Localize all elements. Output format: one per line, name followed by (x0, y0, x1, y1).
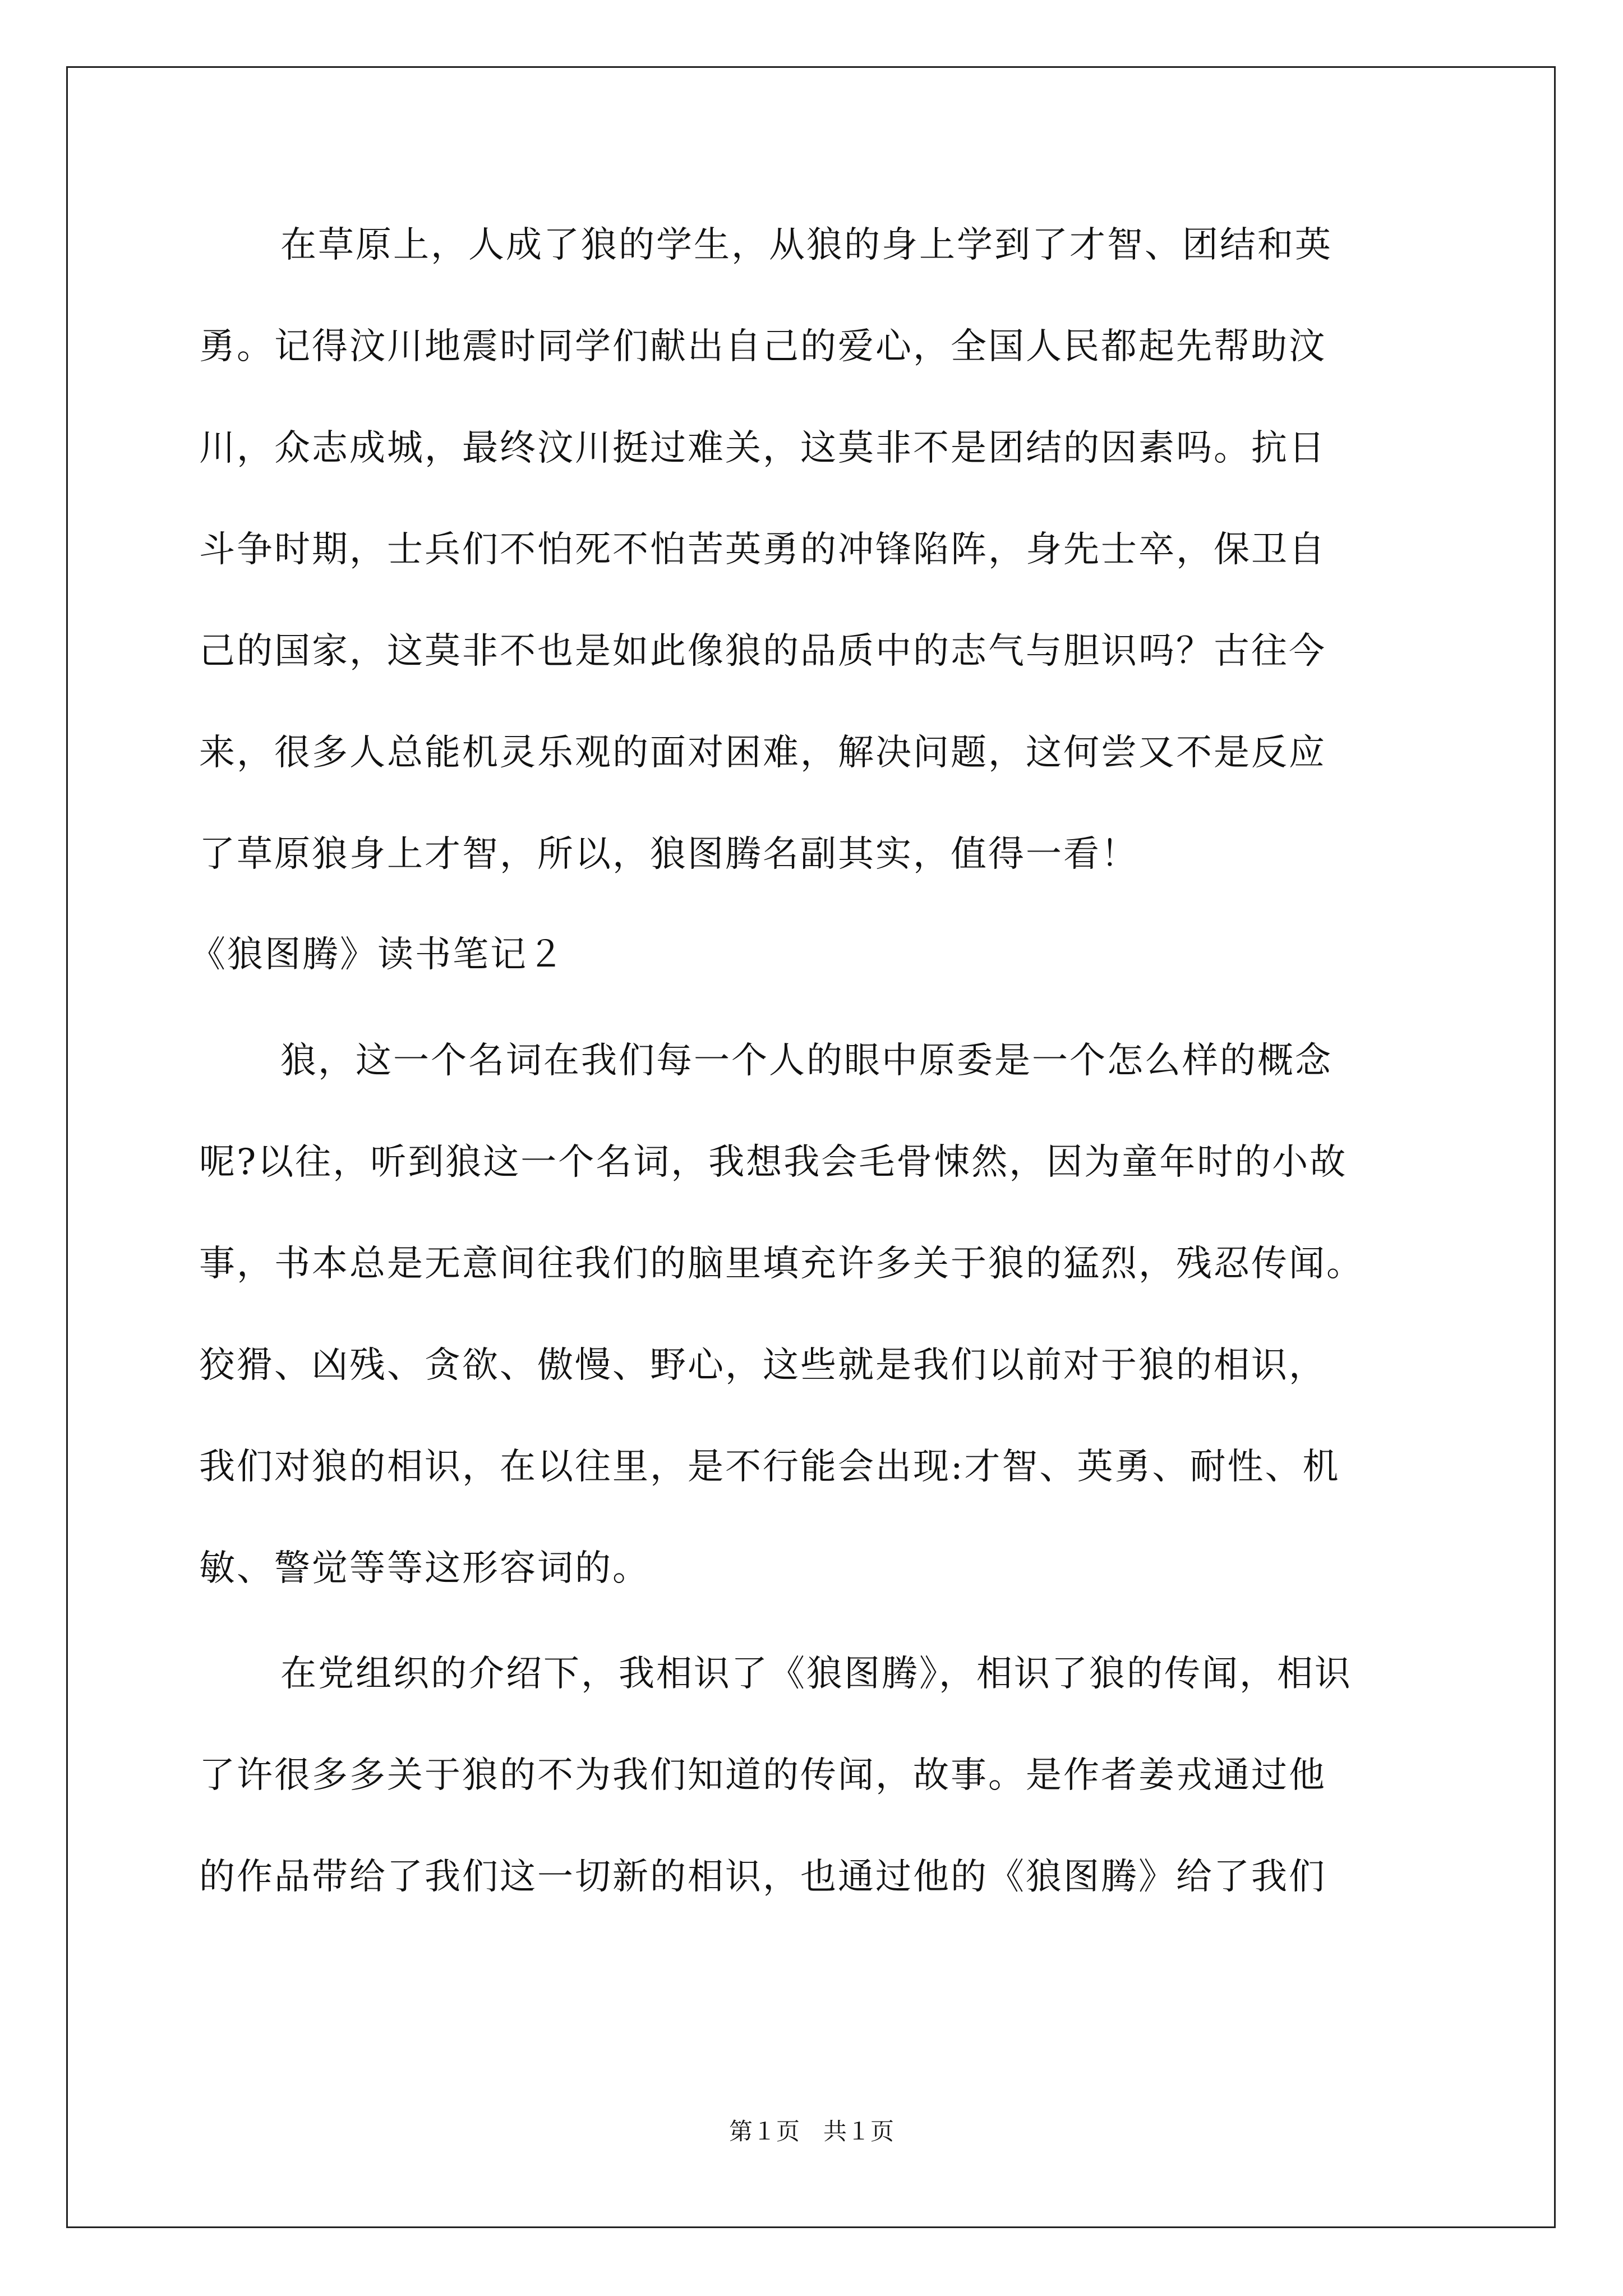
paragraph-line: 事，书本总是无意间往我们的脑里填充许多关于狼的猛烈，残忍传闻。 (199, 1243, 1364, 1285)
paragraph-line: 己的国家，这莫非不也是如此像狼的品质中的志气与胆识吗？古往今 (199, 631, 1326, 672)
paragraph-line: 呢?以往，听到狼这一个名词，我想我会毛骨悚然，因为童年时的小故 (199, 1142, 1348, 1183)
paragraph-line: 敏、警觉等等这形容词的。 (199, 1548, 650, 1589)
paragraph-line: 来，很多人总能机灵乐观的面对困难，解决问题，这何尝又不是反应 (199, 732, 1326, 774)
paragraph-line: 我们对狼的相识，在以往里，是不行能会出现:才智、英勇、耐性、机 (199, 1446, 1340, 1488)
paragraph-line: 狡猾、凶残、贪欲、傲慢、野心，这些就是我们以前对于狼的相识， (199, 1345, 1326, 1386)
paragraph-line: 斗争时期，士兵们不怕死不怕苦英勇的冲锋陷阵，身先士卒，保卫自 (199, 529, 1326, 570)
paragraph-line: 勇。记得汶川地震时同学们献出自己的爱心，全国人民都起先帮助汶 (199, 326, 1326, 367)
paragraph-line: 狼，这一个名词在我们每一个人的眼中原委是一个怎么样的概念 (280, 1040, 1332, 1082)
paragraph-line: 了草原狼身上才智，所以，狼图腾名副其实，值得一看！ (199, 834, 1138, 875)
page-number-footer: 第１页 共１页 (728, 2118, 894, 2145)
paragraph-line: 川，众志成城，最终汶川挺过难关，这莫非不是团结的因素吗。抗日 (199, 427, 1326, 469)
section-heading: 《狼图腾》读书笔记２ (190, 934, 565, 976)
paragraph-line: 了许很多多关于狼的不为我们知道的传闻，故事。是作者姜戎通过他 (199, 1755, 1326, 1796)
paragraph-line: 在草原上，人成了狼的学生，从狼的身上学到了才智、团结和英 (280, 224, 1332, 266)
paragraph-line: 的作品带给了我们这一切新的相识，也通过他的《狼图腾》给了我们 (199, 1856, 1326, 1898)
paragraph-line: 在党组织的介绍下，我相识了《狼图腾》，相识了狼的传闻，相识 (280, 1653, 1352, 1695)
